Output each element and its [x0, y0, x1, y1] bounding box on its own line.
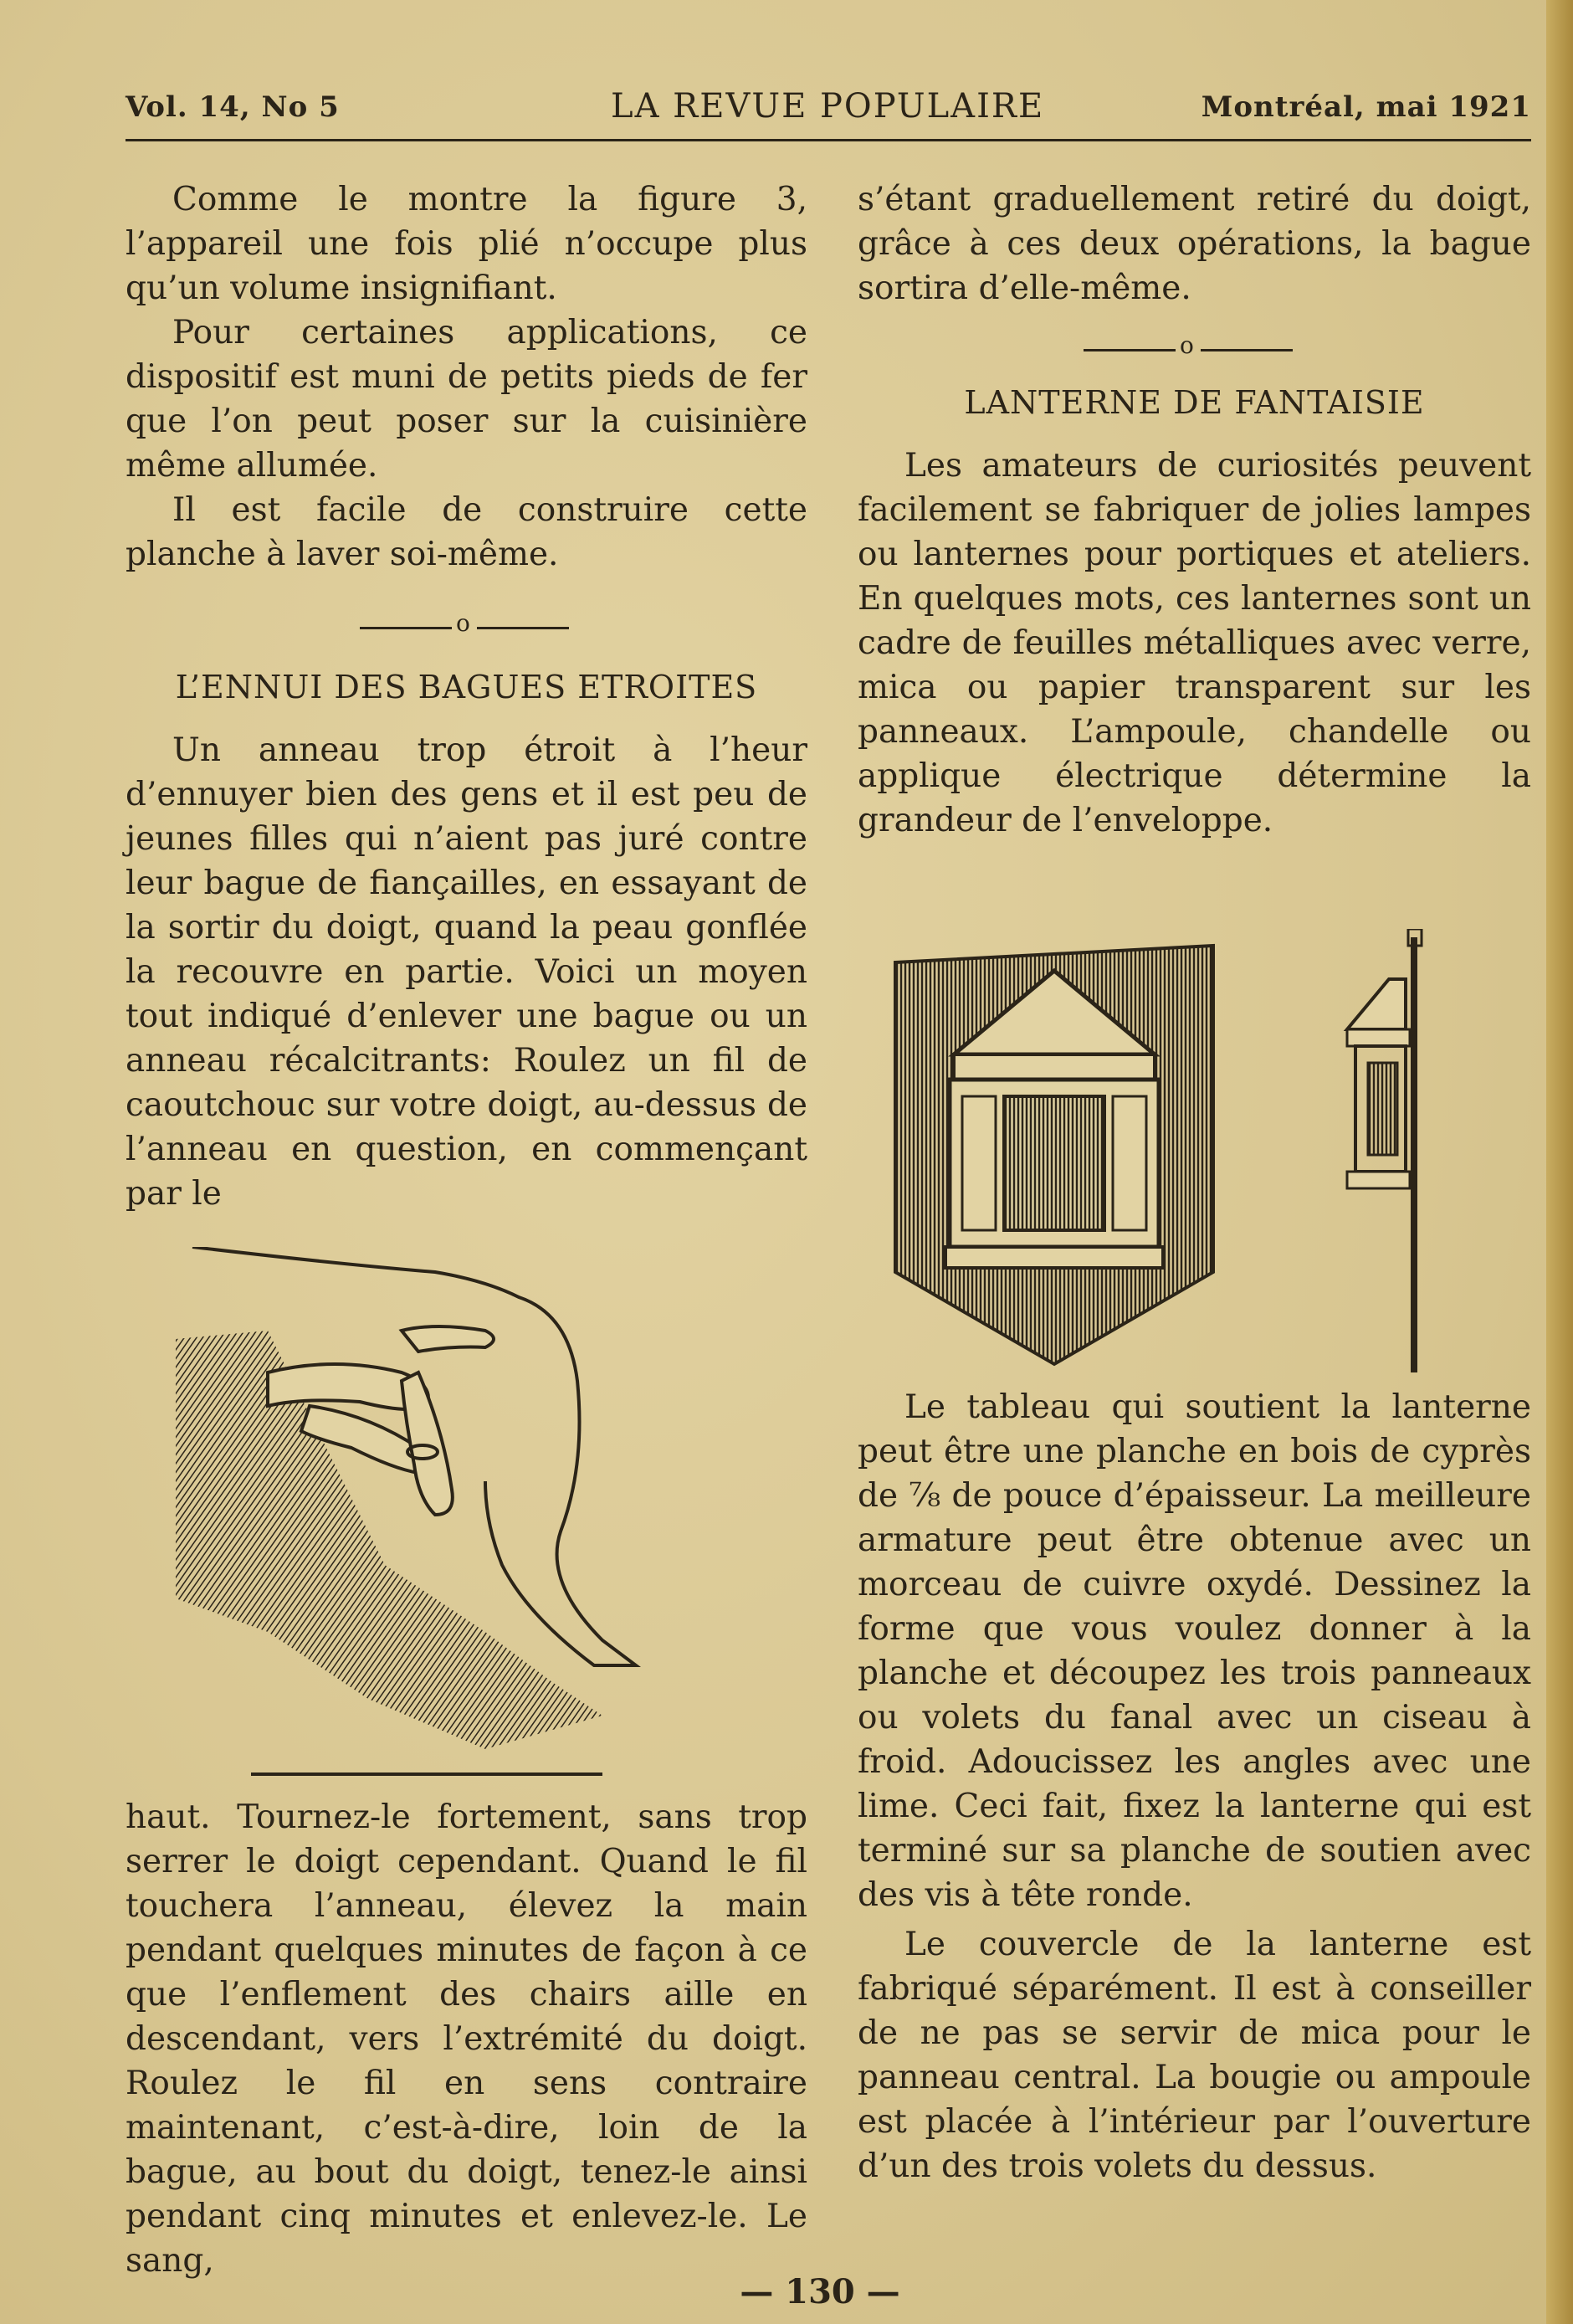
left-column-top: [126, 177, 807, 577]
article-paragraph: Un anneau trop étroit à l’heur d’ennuyer bien des gens et il est peu de jeunes filles qui n’aient pas juré contre leur bague de fiançailles, en essayant de la sortir du doigt, quand la peau gonflée la recouvre en partie. Voici un moyen tout indiqué d’enlever une bague ou un anneau récalcitrants: Roulez un fil de caoutchouc sur votre doigt, au-dessus de l’anneau en question, en commençant par le: [126, 731, 807, 1213]
article-paragraph-continued: haut. Tournez-le fortement, sans trop serrer le doigt cependant. Quand le fil touchera l’anneau, élevez la main pendant quelques minutes de façon à ce que l’enflement des chairs aille en descendant, vers l’extrémité du doigt. Roulez le fil en sens contraire maintenant, c’est-à-dire, loin de la bague, au bout du doigt, tenez-le ainsi pendant cinq minutes et enlevez-le. Le sang,: [126, 1798, 807, 2280]
lantern-paragraph: Le tableau qui soutient la lanterne peut être une planche en bois de cyprès de ⅞ de pouce d’épaisseur. La meilleure armature peut être obtenue avec un morceau de cuivre oxydé. Dessinez la forme que vous voulez donner à la planche et découpez les trois panneaux ou volets du fanal avec un ciseau à froid. Adoucissez les angles avec une lime. Ceci fait, fixez la lanterne qui est terminé sur sa planche de soutien avec des vis à tête ronde.: [858, 1388, 1531, 1914]
issue-date: Montréal, mai 1921: [1201, 90, 1531, 124]
section-separator: o: [360, 619, 569, 636]
volume-number: Vol. 14, No 5: [126, 90, 340, 124]
left-column-bottom: [126, 1795, 807, 2283]
page-edge: [1546, 0, 1573, 2324]
lantern-illustration: [879, 929, 1540, 1381]
page-number: — 130 —: [740, 2272, 900, 2311]
intro-paragraph: Il est facile de construire cette planche à laver soi-même.: [126, 491, 807, 573]
header-rule: [126, 139, 1531, 141]
section-title-lanterne: LANTERNE DE FANTAISIE: [964, 384, 1425, 421]
article-continuation: s’étant graduellement retiré du doigt, grâce à ces deux opérations, la bague sortira d’elle-même.: [858, 181, 1531, 307]
lantern-paragraph: Le couvercle de la lanterne est fabriqué séparément. Il est à conseiller de ne pas se servir de mica pour le panneau central. La bougie ou ampoule est placée à l’intérieur par l’ouverture d’un des trois volets du dessus.: [858, 1926, 1531, 2185]
intro-paragraph: Comme le montre la figure 3, l’appareil une fois plié n’occupe plus qu’un volume insignifiant.: [126, 181, 807, 307]
hand-ring-illustration: [167, 1247, 753, 1791]
right-column-top: [858, 177, 1531, 310]
publication-title: LA REVUE POPULAIRE: [611, 87, 1045, 126]
section-title-bagues: L’ENNUI DES BAGUES ETROITES: [175, 669, 758, 705]
right-column-bottom: [858, 1385, 1531, 2188]
lantern-paragraph: Les amateurs de curiosités peuvent facilement se fabriquer de jolies lampes ou lanternes pour portiques et ateliers. En quelques mots, ces lanternes sont un cadre de feuilles métalliques avec verre, mica ou papier transparent sur les panneaux. L’ampoule, chandelle ou applique électrique détermine la grandeur de l’enveloppe.: [858, 447, 1531, 839]
section-separator: o: [1084, 341, 1293, 358]
page-header: [126, 87, 1531, 132]
left-column-article: [126, 665, 807, 1216]
right-column-article: [858, 381, 1531, 843]
intro-paragraph: Pour certaines applications, ce dispositif est muni de petits pieds de fer que l’on peut poser sur la cuisinière même allumée.: [126, 314, 807, 485]
